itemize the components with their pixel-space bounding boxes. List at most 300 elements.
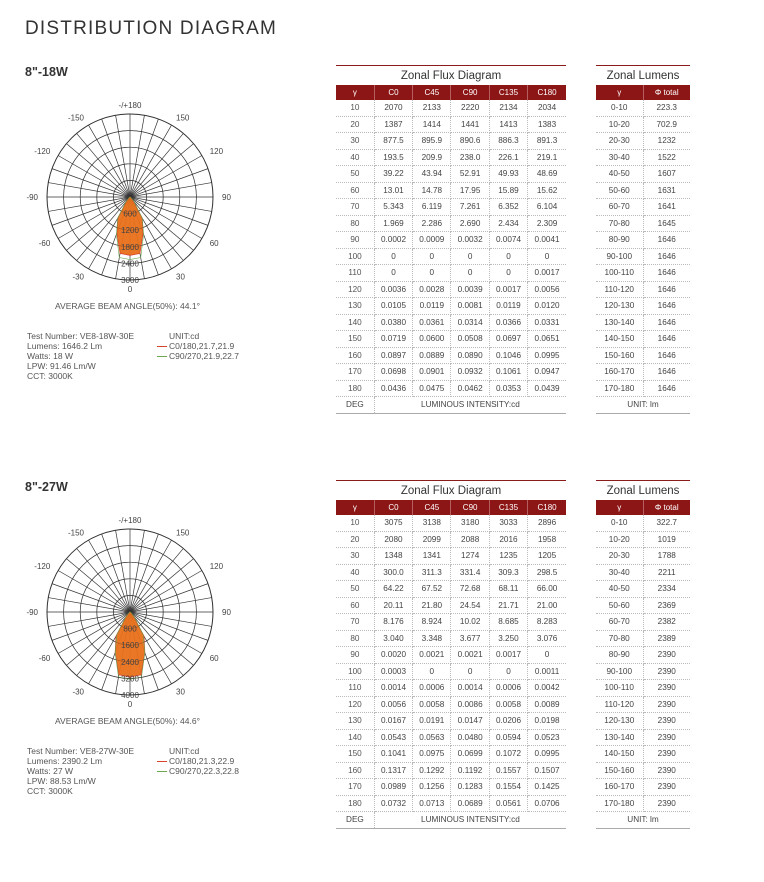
flux-table-row	[336, 133, 566, 150]
flux-value-cell: 43.94	[413, 166, 451, 183]
lumens-table-row	[596, 364, 690, 381]
flux-value-cell: 0.0713	[413, 795, 451, 812]
flux-value-cell: 0.0989	[374, 779, 412, 796]
flux-value-cell: 0.0058	[489, 696, 527, 713]
flux-angle-cell: 180	[336, 380, 374, 397]
lumens-table-row	[596, 331, 690, 348]
flux-value-cell: 238.0	[451, 149, 489, 166]
lumens-value-cell: 2390	[643, 729, 690, 746]
flux-value-cell: 193.5	[374, 149, 412, 166]
flux-value-cell: 6.104	[528, 199, 566, 216]
flux-value-cell: 0.0006	[413, 680, 451, 697]
zonal-flux-table	[336, 500, 566, 829]
polar-angle-label: -30	[72, 687, 84, 697]
flux-value-cell: 7.261	[451, 199, 489, 216]
flux-angle-cell: 160	[336, 762, 374, 779]
polar-radial-label: 2400	[121, 259, 139, 269]
lumens-table-row	[596, 182, 690, 199]
lpw-spec: LPW: 91.46 Lm/W	[27, 361, 96, 371]
flux-value-cell: 68.11	[489, 581, 527, 598]
flux-value-cell: 21.00	[528, 597, 566, 614]
lumens-table-row	[596, 281, 690, 298]
flux-header-cell: γ	[336, 85, 374, 100]
flux-value-cell: 3075	[374, 515, 412, 531]
flux-value-cell: 0	[451, 663, 489, 680]
lumens-value-cell: 1646	[643, 314, 690, 331]
flux-value-cell: 331.4	[451, 564, 489, 581]
lumens-range-cell: 120-130	[596, 713, 643, 730]
lumens-range-cell: 10-20	[596, 531, 643, 548]
lumens-table-row	[596, 298, 690, 315]
flux-value-cell: 0.0021	[451, 647, 489, 664]
lumens-value-cell: 1646	[643, 347, 690, 364]
lumens-range-cell: 140-150	[596, 746, 643, 763]
flux-value-cell: 21.71	[489, 597, 527, 614]
lumens-table-row	[596, 746, 690, 763]
flux-value-cell: 2134	[489, 100, 527, 116]
lumens-table-row	[596, 647, 690, 664]
lumens-range-cell: 100-110	[596, 265, 643, 282]
lumens-value-cell: 2390	[643, 713, 690, 730]
flux-value-cell: 300.0	[374, 564, 412, 581]
legend-swatch-green	[157, 356, 167, 357]
legend-c90	[157, 766, 239, 776]
lumens-footer-row	[596, 812, 690, 829]
flux-table-row	[336, 564, 566, 581]
polar-radial-label: 1200	[121, 226, 139, 236]
flux-value-cell: 0.1292	[413, 762, 451, 779]
flux-table-row	[336, 298, 566, 315]
flux-value-cell: 0.0009	[413, 232, 451, 249]
flux-value-cell: 2220	[451, 100, 489, 116]
flux-value-cell: 1341	[413, 548, 451, 565]
flux-angle-cell: 10	[336, 515, 374, 531]
flux-value-cell: 0.0600	[413, 331, 451, 348]
lumens-range-cell: 70-80	[596, 215, 643, 232]
flux-value-cell: 895.9	[413, 133, 451, 150]
flux-angle-cell: 110	[336, 265, 374, 282]
flux-value-cell: 15.62	[528, 182, 566, 199]
flux-value-cell: 0.0380	[374, 314, 412, 331]
polar-radial-label: 2400	[121, 657, 139, 667]
watts-spec: Watts: 27 W	[27, 766, 73, 776]
cct-spec: CCT: 3000K	[27, 786, 73, 796]
zonal-flux-table-block	[336, 480, 566, 829]
flux-value-cell: 2080	[374, 531, 412, 548]
polar-angle-label: -30	[72, 272, 84, 282]
flux-value-cell: 2.434	[489, 215, 527, 232]
lumens-header-cell: Φ total	[643, 500, 690, 515]
flux-angle-cell: 40	[336, 564, 374, 581]
flux-value-cell: 0.0314	[451, 314, 489, 331]
flux-value-cell: 0.1557	[489, 762, 527, 779]
flux-footer-unit: LUMINOUS INTENSITY:cd	[374, 397, 566, 414]
flux-angle-cell: 130	[336, 713, 374, 730]
lumens-range-cell: 80-90	[596, 232, 643, 249]
flux-value-cell: 0.1283	[451, 779, 489, 796]
flux-value-cell: 0	[413, 265, 451, 282]
polar-angle-label: -90	[26, 193, 38, 202]
lumens-range-cell: 90-100	[596, 248, 643, 265]
flux-table-row	[336, 380, 566, 397]
polar-radial-label: 800	[123, 624, 137, 634]
flux-value-cell: 0	[489, 663, 527, 680]
flux-value-cell: 0.0014	[451, 680, 489, 697]
flux-value-cell: 67.52	[413, 581, 451, 598]
flux-angle-cell: 80	[336, 630, 374, 647]
flux-header-cell: C135	[489, 85, 527, 100]
polar-angle-label: 150	[176, 528, 190, 538]
flux-angle-cell: 100	[336, 663, 374, 680]
flux-angle-cell: 20	[336, 116, 374, 133]
flux-value-cell: 0.0594	[489, 729, 527, 746]
flux-table-row	[336, 680, 566, 697]
flux-header-cell: γ	[336, 500, 374, 515]
lumens-table-row	[596, 696, 690, 713]
lumens-value-cell: 1646	[643, 281, 690, 298]
flux-value-cell: 0.0191	[413, 713, 451, 730]
lumens-value-cell: 1646	[643, 248, 690, 265]
flux-value-cell: 0.0056	[374, 696, 412, 713]
flux-value-cell: 39.22	[374, 166, 412, 183]
flux-value-cell: 0.0017	[489, 647, 527, 664]
flux-table-row	[336, 663, 566, 680]
zonal-flux-title: Zonal Flux Diagram	[336, 480, 566, 500]
lumens-footer-row	[596, 397, 690, 414]
flux-value-cell: 72.68	[451, 581, 489, 598]
flux-value-cell: 0.0105	[374, 298, 412, 315]
flux-table-row	[336, 199, 566, 216]
product-name: 8"-18W	[25, 65, 68, 79]
flux-value-cell: 15.89	[489, 182, 527, 199]
lumens-value-cell: 1522	[643, 149, 690, 166]
flux-value-cell: 0.0561	[489, 795, 527, 812]
lumens-value-cell: 2390	[643, 795, 690, 812]
polar-radial-label: 600	[123, 209, 137, 219]
flux-angle-cell: 160	[336, 347, 374, 364]
lumens-table-row	[596, 597, 690, 614]
flux-table-row	[336, 116, 566, 133]
polar-angle-label: 120	[209, 147, 224, 156]
legend-c90-label: C90/270,22.3,22.8	[169, 766, 239, 776]
lumens-value-cell: 2390	[643, 696, 690, 713]
lpw-spec: LPW: 88.53 Lm/W	[27, 776, 96, 786]
lumens-table-row	[596, 116, 690, 133]
zonal-lumens-table	[596, 500, 690, 829]
legend-c0	[157, 756, 239, 766]
lumens-table-row	[596, 248, 690, 265]
flux-value-cell: 0.0042	[528, 680, 566, 697]
legend-unit: UNIT:cd	[169, 746, 200, 756]
flux-value-cell: 0	[451, 265, 489, 282]
lumens-value-cell: 223.3	[643, 100, 690, 116]
flux-angle-cell: 150	[336, 746, 374, 763]
flux-footer-deg: DEG	[336, 812, 374, 829]
flux-table-row	[336, 746, 566, 763]
flux-value-cell: 24.54	[451, 597, 489, 614]
flux-value-cell: 219.1	[528, 149, 566, 166]
flux-value-cell: 0.0119	[489, 298, 527, 315]
flux-value-cell: 0.0017	[528, 265, 566, 282]
lumens-range-cell: 70-80	[596, 630, 643, 647]
flux-value-cell: 0.0947	[528, 364, 566, 381]
flux-value-cell: 66.00	[528, 581, 566, 598]
flux-value-cell: 1383	[528, 116, 566, 133]
lumens-table-row	[596, 166, 690, 183]
flux-table-row	[336, 347, 566, 364]
flux-header-cell: C0	[374, 500, 412, 515]
polar-angle-label: 0	[127, 700, 133, 709]
flux-angle-cell: 50	[336, 166, 374, 183]
polar-angle-label: 30	[176, 687, 185, 697]
flux-value-cell: 0.0651	[528, 331, 566, 348]
polar-radial-label: 3000	[121, 276, 139, 285]
flux-value-cell: 0.0439	[528, 380, 566, 397]
flux-value-cell: 0.1256	[413, 779, 451, 796]
flux-value-cell: 2.309	[528, 215, 566, 232]
lumens-value-cell: 2211	[643, 564, 690, 581]
lumens-range-cell: 10-20	[596, 116, 643, 133]
lumens-value-cell: 2390	[643, 779, 690, 796]
flux-angle-cell: 50	[336, 581, 374, 598]
flux-header-cell: C180	[528, 85, 566, 100]
lumens-value-cell: 2390	[643, 762, 690, 779]
lumens-range-cell: 50-60	[596, 597, 643, 614]
lumens-value-cell: 2382	[643, 614, 690, 631]
zonal-flux-table-block	[336, 65, 566, 414]
flux-header-cell: C0	[374, 85, 412, 100]
flux-angle-cell: 70	[336, 614, 374, 631]
lumens-value-cell: 2390	[643, 647, 690, 664]
legend-swatch-red	[157, 346, 167, 347]
flux-value-cell: 1958	[528, 531, 566, 548]
polar-radial-label: 1600	[121, 641, 139, 651]
polar-angle-label: -60	[38, 239, 51, 248]
flux-value-cell: 64.22	[374, 581, 412, 598]
flux-value-cell: 0.0036	[374, 281, 412, 298]
lumens-range-cell: 30-40	[596, 564, 643, 581]
flux-table-row	[336, 531, 566, 548]
flux-value-cell: 0.0889	[413, 347, 451, 364]
flux-value-cell: 0.0508	[451, 331, 489, 348]
test-number: Test Number: VE8-27W-30E	[27, 746, 135, 756]
flux-value-cell: 0.0041	[528, 232, 566, 249]
flux-value-cell: 0.0353	[489, 380, 527, 397]
zonal-lumens-table-block	[596, 65, 690, 414]
flux-value-cell: 6.352	[489, 199, 527, 216]
flux-value-cell: 17.95	[451, 182, 489, 199]
flux-table-row	[336, 314, 566, 331]
flux-table-row	[336, 100, 566, 116]
polar-radial-label: 4000	[121, 691, 139, 700]
flux-header-cell: C45	[413, 500, 451, 515]
lumens-range-cell: 20-30	[596, 133, 643, 150]
flux-value-cell: 2.690	[451, 215, 489, 232]
test-number: Test Number: VE8-18W-30E	[27, 331, 135, 341]
flux-value-cell: 0.0932	[451, 364, 489, 381]
flux-value-cell: 0.0020	[374, 647, 412, 664]
flux-table-row	[336, 581, 566, 598]
lumens-value-cell: 1645	[643, 215, 690, 232]
lumens-value-cell: 1646	[643, 380, 690, 397]
flux-table-row	[336, 729, 566, 746]
lumens-value-cell: 1641	[643, 199, 690, 216]
polar-angle-label: 90	[222, 608, 231, 617]
flux-value-cell: 877.5	[374, 133, 412, 150]
lumens-range-cell: 60-70	[596, 614, 643, 631]
lumens-table-row	[596, 630, 690, 647]
flux-value-cell: 0.0361	[413, 314, 451, 331]
flux-value-cell: 1205	[528, 548, 566, 565]
flux-value-cell: 0.0462	[451, 380, 489, 397]
lumens-table-row	[596, 380, 690, 397]
legend-c0-label: C0/180,21.7,21.9	[169, 341, 235, 351]
flux-value-cell: 0.0017	[489, 281, 527, 298]
lumens-header-cell: γ	[596, 85, 643, 100]
flux-table-row	[336, 149, 566, 166]
flux-value-cell: 0	[489, 265, 527, 282]
flux-value-cell: 2016	[489, 531, 527, 548]
lumens-table-row	[596, 100, 690, 116]
polar-legend	[157, 331, 239, 361]
zonal-lumens-table-block	[596, 480, 690, 829]
lumens-table-row	[596, 232, 690, 249]
lumens-range-cell: 150-160	[596, 762, 643, 779]
flux-value-cell: 0.0890	[451, 347, 489, 364]
lumens-value-cell: 2390	[643, 680, 690, 697]
lumens-range-cell: 120-130	[596, 298, 643, 315]
flux-header-cell: C90	[451, 500, 489, 515]
flux-value-cell: 0.0081	[451, 298, 489, 315]
flux-table-row	[336, 597, 566, 614]
flux-footer-deg: DEG	[336, 397, 374, 414]
polar-angle-label: -120	[34, 562, 51, 571]
flux-table-row	[336, 232, 566, 249]
flux-value-cell: 13.01	[374, 182, 412, 199]
flux-angle-cell: 60	[336, 597, 374, 614]
polar-angle-label: -/+180	[118, 516, 142, 525]
flux-value-cell: 0.0563	[413, 729, 451, 746]
lumens-table-row	[596, 515, 690, 531]
flux-angle-cell: 120	[336, 281, 374, 298]
lumens-header-cell: Φ total	[643, 85, 690, 100]
flux-value-cell: 8.924	[413, 614, 451, 631]
lumens-table-row	[596, 680, 690, 697]
flux-value-cell: 2034	[528, 100, 566, 116]
lumens-table-row	[596, 614, 690, 631]
flux-value-cell: 0.0039	[451, 281, 489, 298]
flux-value-cell: 890.6	[451, 133, 489, 150]
flux-value-cell: 0.0119	[413, 298, 451, 315]
flux-angle-cell: 10	[336, 100, 374, 116]
lumens-range-cell: 110-120	[596, 696, 643, 713]
polar-angle-label: -150	[67, 113, 84, 123]
lumens-range-cell: 0-10	[596, 515, 643, 531]
beam-angle-label: AVERAGE BEAM ANGLE(50%): 44.6°	[55, 716, 200, 726]
flux-table-row	[336, 647, 566, 664]
flux-value-cell: 0.0523	[528, 729, 566, 746]
flux-value-cell: 0.0021	[413, 647, 451, 664]
lumens-table-row	[596, 531, 690, 548]
flux-value-cell: 0	[528, 647, 566, 664]
flux-value-cell: 0	[489, 248, 527, 265]
legend-c90-label: C90/270,21.9,22.7	[169, 351, 239, 361]
flux-header-cell: C180	[528, 500, 566, 515]
flux-value-cell: 3033	[489, 515, 527, 531]
lumens-table-row	[596, 215, 690, 232]
flux-value-cell: 0.0698	[374, 364, 412, 381]
flux-value-cell: 8.685	[489, 614, 527, 631]
polar-angle-label: 120	[209, 562, 224, 571]
flux-value-cell: 48.69	[528, 166, 566, 183]
flux-value-cell: 2088	[451, 531, 489, 548]
flux-value-cell: 0.0975	[413, 746, 451, 763]
flux-value-cell: 1441	[451, 116, 489, 133]
flux-value-cell: 0.0206	[489, 713, 527, 730]
flux-angle-cell: 20	[336, 531, 374, 548]
flux-value-cell: 2133	[413, 100, 451, 116]
lumens-value-cell: 1646	[643, 298, 690, 315]
flux-value-cell: 2896	[528, 515, 566, 531]
flux-value-cell: 0.1425	[528, 779, 566, 796]
flux-value-cell: 6.119	[413, 199, 451, 216]
zonal-flux-title: Zonal Flux Diagram	[336, 65, 566, 85]
lumens-range-cell: 110-120	[596, 281, 643, 298]
flux-value-cell: 0.0897	[374, 347, 412, 364]
flux-value-cell: 8.176	[374, 614, 412, 631]
flux-value-cell: 0.1072	[489, 746, 527, 763]
lumens-value-cell: 2369	[643, 597, 690, 614]
lumens-table-row	[596, 199, 690, 216]
product-section-18w	[0, 65, 764, 465]
flux-value-cell: 1274	[451, 548, 489, 565]
flux-table-row	[336, 166, 566, 183]
lumens-table-row	[596, 548, 690, 565]
flux-value-cell: 1.969	[374, 215, 412, 232]
flux-value-cell: 0.1041	[374, 746, 412, 763]
lumens-table-row	[596, 795, 690, 812]
lumens-range-cell: 40-50	[596, 166, 643, 183]
lumens-range-cell: 90-100	[596, 663, 643, 680]
flux-value-cell: 0.0074	[489, 232, 527, 249]
flux-table-row	[336, 630, 566, 647]
polar-angle-label: -90	[26, 608, 38, 617]
cct-spec: CCT: 3000K	[27, 371, 73, 381]
flux-angle-cell: 130	[336, 298, 374, 315]
flux-value-cell: 0.0699	[451, 746, 489, 763]
lumens-range-cell: 100-110	[596, 680, 643, 697]
lumens-value-cell: 2390	[643, 746, 690, 763]
lumens-value-cell: 1646	[643, 364, 690, 381]
polar-radial-label: 3200	[121, 674, 139, 684]
flux-angle-cell: 170	[336, 364, 374, 381]
lumens-table-row	[596, 133, 690, 150]
flux-angle-cell: 80	[336, 215, 374, 232]
flux-angle-cell: 90	[336, 647, 374, 664]
flux-value-cell: 0	[413, 248, 451, 265]
flux-value-cell: 5.343	[374, 199, 412, 216]
flux-footer-row	[336, 397, 566, 414]
polar-angle-label: 60	[209, 239, 219, 248]
legend-c0	[157, 341, 239, 351]
lumens-header-cell: γ	[596, 500, 643, 515]
lumens-value-cell: 1631	[643, 182, 690, 199]
legend-swatch-green	[157, 771, 167, 772]
flux-table-row	[336, 548, 566, 565]
flux-value-cell: 0.0706	[528, 795, 566, 812]
flux-value-cell: 0.0475	[413, 380, 451, 397]
flux-value-cell: 0.0032	[451, 232, 489, 249]
